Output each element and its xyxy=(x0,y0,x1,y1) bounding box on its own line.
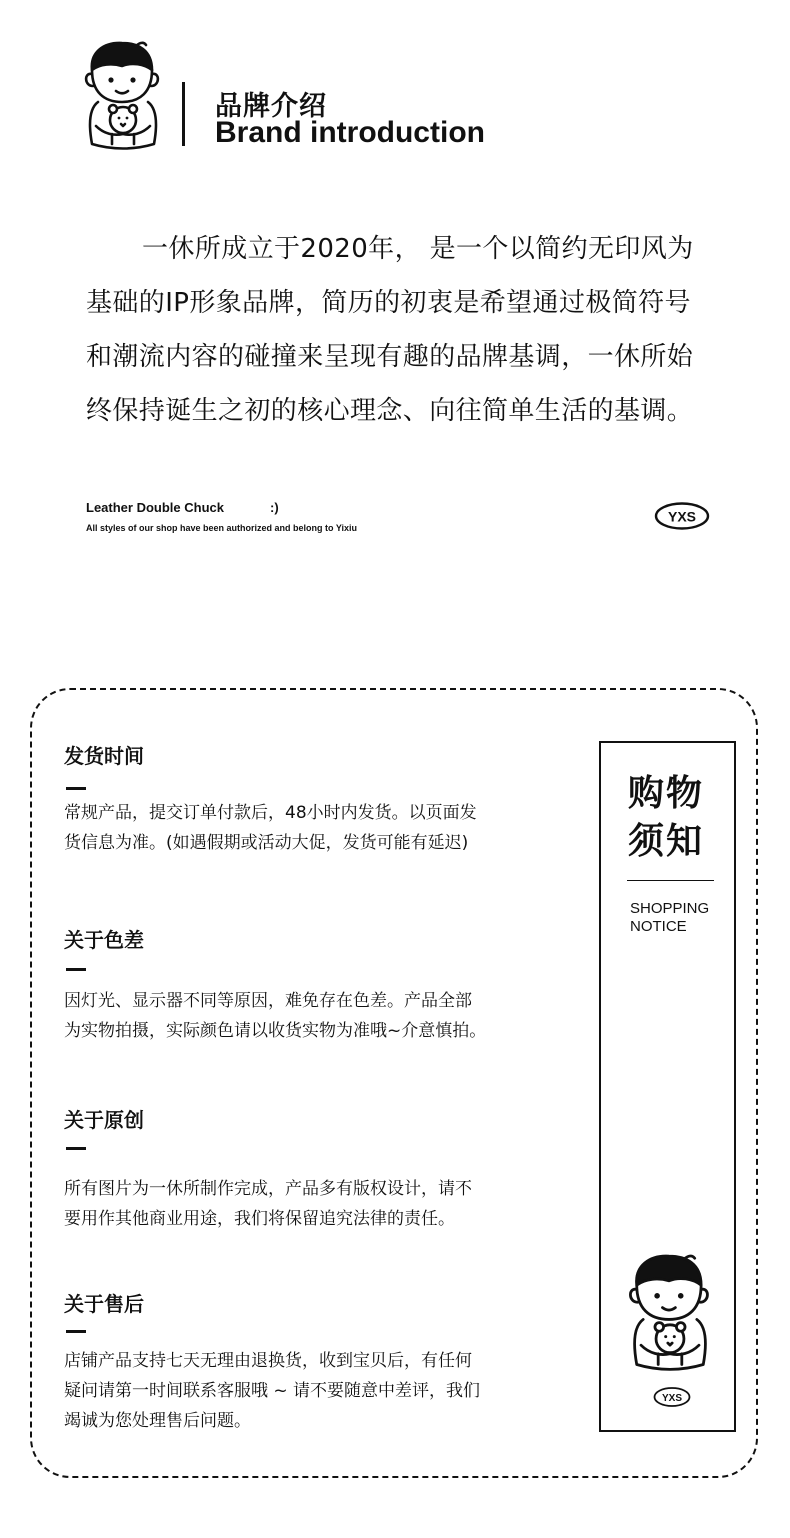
notice-title-en: SHOPPING xyxy=(630,900,710,917)
section-title-color: 关于色差 xyxy=(64,928,144,952)
brand-intro-paragraph xyxy=(86,222,726,438)
intro-line: 和潮流内容的碰撞来呈现有趣的品牌基调，一休所始 xyxy=(86,342,694,372)
notice-title-cn xyxy=(628,770,704,866)
yxs-logo-text: YXS xyxy=(661,1393,683,1404)
section-body-shipping xyxy=(64,798,477,858)
section-dash xyxy=(66,968,86,971)
header-divider xyxy=(182,82,185,146)
yxs-logo xyxy=(653,1386,691,1408)
notice-title-line: 须知 xyxy=(628,821,705,862)
section-body-aftersales xyxy=(64,1346,480,1436)
yxs-logo-text: YXS xyxy=(667,508,697,525)
section-title-original: 关于原创 xyxy=(64,1108,144,1132)
section-body-color xyxy=(64,986,486,1046)
section-dash xyxy=(66,1147,86,1150)
notice-rule xyxy=(627,880,714,881)
smiley-text: :) xyxy=(270,500,279,515)
notice-title-line: 购物 xyxy=(628,773,705,814)
section-dash xyxy=(66,1330,86,1333)
section-line: 店铺产品支持七天无理由退换货，收到宝贝后，有任何 xyxy=(64,1351,472,1371)
brand-title-en: Brand introduction xyxy=(215,116,485,149)
section-body-original xyxy=(64,1174,472,1234)
section-line: 货信息为准。(如遇假期或活动大促，发货可能有延迟) xyxy=(64,833,469,853)
section-line: 所有图片为一休所制作完成，产品多有版权设计，请不 xyxy=(64,1179,472,1199)
brand-subline: All styles of our shop have been authorized and belong to Yixiu xyxy=(86,523,358,533)
section-line: 常规产品，提交订单付款后，48小时内发货。以页面发 xyxy=(64,803,477,823)
section-line: 要用作其他商业用途，我们将保留追究法律的责任。 xyxy=(64,1209,455,1229)
section-title-shipping: 发货时间 xyxy=(64,744,144,768)
brand-tagline: Leather Double Chuck xyxy=(86,500,224,515)
mascot-illustration xyxy=(82,40,164,152)
section-line: 因灯光、显示器不同等原因，难免存在色差。产品全部 xyxy=(64,991,472,1011)
intro-line: 基础的IP形象品牌，简历的初衷是希望通过极简符号 xyxy=(86,288,691,318)
intro-line: 一休所成立于2020年， 是一个以简约无印风为 xyxy=(142,234,694,264)
section-line: 为实物拍摄，实际颜色请以收货实物为准哦~介意慎拍。 xyxy=(64,1021,487,1041)
section-line: 疑问请第一时间联系客服哦 ~ 请不要随意中差评，我们 xyxy=(64,1381,481,1401)
mascot-illustration xyxy=(626,1248,714,1378)
notice-title-en: NOTICE xyxy=(630,918,687,935)
intro-line: 终保持诞生之初的核心理念、向往简单生活的基调。 xyxy=(86,396,694,426)
section-line: 竭诚为您处理售后问题。 xyxy=(64,1411,251,1431)
section-dash xyxy=(66,787,86,790)
section-title-aftersales: 关于售后 xyxy=(64,1292,144,1316)
brand-title-cn: 品牌介绍 xyxy=(215,91,327,122)
yxs-logo xyxy=(654,501,710,531)
